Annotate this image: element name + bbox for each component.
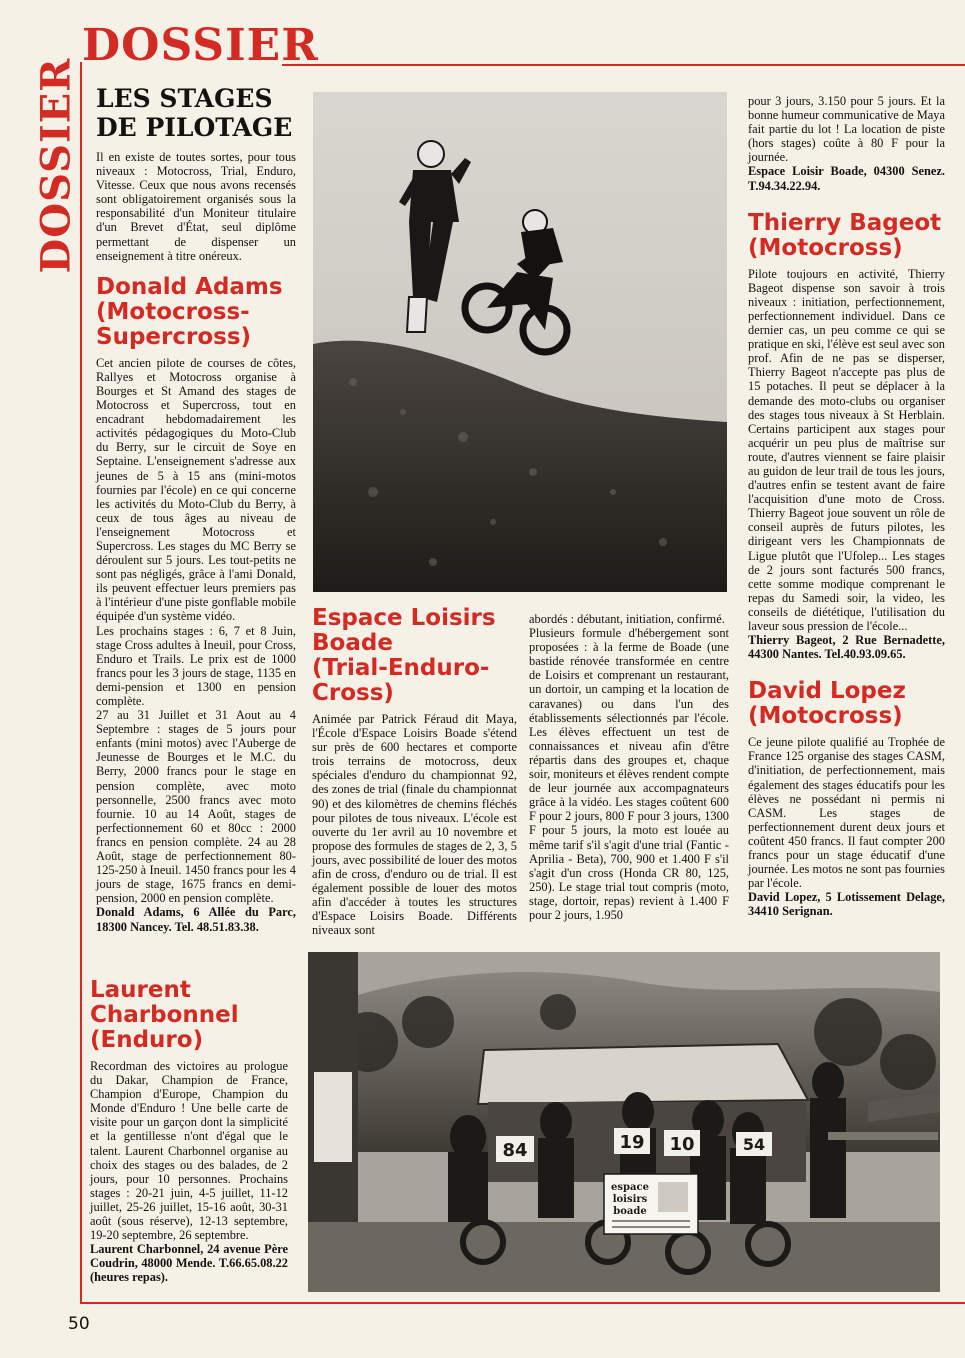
adams-heading (96, 275, 296, 350)
charbonnel-address: Laurent Charbonnel, 24 avenue Père Coudrin, 48000 Mende. T.66.65.08.22 (heures repas). (90, 1242, 288, 1285)
plate-number: 84 (502, 1140, 528, 1161)
adams-paragraph: Cet ancien pilote de courses de côtes, Rallyes et Motocross organise à Bourges et St Amand des stages de Motocross et Supercross, tout en encadrant hebdomadairement les activités pédagogiques du Moto-Club du Berry, sur le circuit de Soye en Septaine. L'enseignement s'adresse aux jeunes de 5 à 15 ans (mini-motos fournies par l'école) en ce qui concerne les activités du Moto-Club du Berry, à ceux de tous âges au niveau de l'enseignement Motocross et Supercross. Les stages du MC Berry se déroulent sur 5 jours. Les tout-petits ne sont pas négligés, grâce à l'ami Donald, ils peuvent effectuer leurs premiers pas à l'intérieur d'une piste gonflable mobile équipée d'un système vidéo. (96, 355, 296, 624)
lopez-heading-line: David Lopez (748, 678, 906, 705)
lopez-heading (748, 679, 945, 729)
adams-heading-line: (Motocross- (96, 298, 250, 325)
lopez-address: David Lopez, 5 Lotissement Delage, 34410 Serignan. (748, 890, 945, 919)
column-left (96, 84, 296, 934)
plate-number: 10 (669, 1134, 695, 1155)
jump-photo-image (313, 92, 727, 592)
sign-text: espace (611, 1182, 649, 1193)
adams-paragraph: 27 au 31 Juillet et 31 Aout au 4 Septembre : stages de 5 jours pour enfants (mini motos) avec l'Auberge de Jeunesse de Bourges et le M.C. du Berry, 2000 francs pour le stage en pension complète, avec moto personnelle, 2500 francs avec moto fournie. 10 au 14 Août, stages de perfectionnement 60 et 80cc : 2000 francs en pension complète. 24 au 28 Août, stage de perfectionnement 80-125-250 à Ineuil. 1450 francs pour les 4 jours de stage, 1675 francs en demi-pension, 2000 en pension complète. (96, 708, 296, 906)
boade-text-part-b1: abordés : débutant, initiation, confirmé. (529, 612, 725, 626)
charbonnel-heading-line: Laurent (90, 977, 191, 1003)
boade-text-part-c: pour 3 jours, 3.150 pour 5 jours. Et la bonne humeur communicative de Maya fait partie du lot ! La location de piste (hors stages) coûte à 80 F pour la journée. (748, 94, 945, 165)
intro-title-line: LES STAGES (96, 84, 273, 113)
column-right (748, 94, 945, 919)
adams-address: Donald Adams, 6 Allée du Parc, 18300 Nancey. Tel. 48.51.83.38. (96, 905, 296, 934)
bageot-text: Pilote toujours en activité, Thierry Bageot dispense son savoir à trois niveaux : initiation, perfectionnement, perfectionnement individuel. Dans ce dernier cas, un peu comme ce qui se pratique en ski, l'élève est seul avec son prof. Afin de ne pas se disperser, Thierry Bageot n'accepte pas plus de 15 potaches. Il peut se déplacer à la demande des moto-clubs ou organiser des stages tous niveaux à St Herblain. Certains participent aux stages pour acquérir un peu plus de maîtrise sur route, d'autres viennent se faire plaisir au guidon de leur trail de tous les jours, d'autres enfin se testent avant de faire l'acquisition d'une moto de Cross. Thierry Bageot joue souvent un rôle de conseil auprès de futurs pilotes, les dirigeant vers les Championnats de Ligue plutôt que l'Ufolep... Les stages de 2 jours sont facturés 500 francs, cette somme modique comprenant le repas du Samedi soir, la video, les conseils de diététique, l'utilisation du laveur sous pression de l'école... (748, 266, 945, 633)
lopez-heading-line: (Motocross) (748, 703, 903, 730)
boade-article-continued (529, 612, 729, 922)
adams-heading-line: Donald Adams (96, 273, 283, 300)
boade-heading-line: Cross) (312, 680, 394, 706)
charbonnel-article (90, 978, 288, 1285)
boade-heading-line: (Trial-Enduro- (312, 655, 490, 681)
espace-loisirs-sign (604, 1174, 698, 1234)
boade-heading-line: Espace Loisirs (312, 605, 496, 631)
sign-text: boade (613, 1206, 647, 1217)
boade-text-part-a: Animée par Patrick Féraud dit Maya, l'École d'Espace Loisirs Boade s'étend sur près de 600 hectares et comporte trois terrains de motocross, deux spéciales d'enduro du championnat 92, des zones de trial (finale du championnat 90) et des kilomètres de chemins fléchés pour pilotes de tous niveaux. L'école est ouverte du 1er avril au 10 novembre et propose des formules de stages de 2, 3, 5 jours, avec possibilité de louer des motos afin de cross, d'enduro ou de trial. Il est également possible de louer des motos afin d'accéder à toutes les structures d'Espace Loisirs Boade. Différents niveaux sont (312, 712, 517, 938)
section-side-label-text: DOSSIER (32, 57, 80, 273)
intro-text: Il en existe de toutes sortes, pour tous niveaux : Motocross, Trial, Enduro, Vitesse. Ceux que nous avons recensés sont obligatoirement organisés sous la responsabilité d'un Moniteur titulaire d'un Brevet d'État, seul diplôme permettant de dispenser un enseignement à titre onéreux. (96, 150, 296, 263)
boade-article (312, 606, 517, 938)
charbonnel-heading (90, 978, 288, 1053)
lopez-text: Ce jeune pilote qualifié au Trophée de France 125 organise des stages CASM, d'initiation, de perfectionnement, mais également des stages éducatifs pour les élèves ne possédant ni permis ni CASM. Les stages de perfectionnement durent deux jours et coûtent 450 francs. Il faut compter 200 francs pour un stage éducatif d'une journée. Les motos ne sont pas fournies par l'école. (748, 735, 945, 891)
group-photo (308, 952, 940, 1292)
boade-text-part-b2: Plusieurs formule d'hébergement sont proposées : à la ferme de Boade (une bastide rénovée transformée en centre de Loisirs et comprenant un restaurant, un dortoir, un camping et la location de caravanes) ou dans l'un des établissements sélectionnés par l'école. Les élèves effectuent un test de connaissances et niveau afin d'être répartis dans des groupes et, chaque soir, moniteurs et élèves rendent compte de leur journée aux accompagnateurs grâce à la vidéo. Les stages coûtent 600 F pour 2 jours, 800 F pour 3 jours, 1300 F pour 5 jours, la moto est louée au même tarif s'il s'agit d'une trial (Fantic - Aprilia - Beta), 700, 900 et 1.400 F s'il s'agit d'un cross (Honda CR 80, 125, 250). Le stage trial tout compris (moto, stage, dortoir, repas) revient à 1.400 F pour 2 jours, 1.950 (529, 626, 729, 922)
intro-title (96, 84, 296, 142)
footer-rule (80, 1302, 965, 1304)
motocross-jump-photo (313, 92, 727, 592)
boade-heading-line: Boade (312, 630, 393, 656)
section-side-label (30, 57, 82, 273)
charbonnel-text: Recordman des victoires au prologue du Dakar, Champion de France, Champion d'Europe, Champion du Monde d'Enduro ! Une belle carte de visite pour un garçon dont la simplicité et la gentillesse n'ont d'égal que le talent. Laurent Charbonnel organise au choix des stages ou des balades, de 2 jours, pour 10 personnes. Prochains stages : 20-21 juin, 4-5 juillet, 11-12 juillet, 25-26 juillet, 15-16 août, 30-31 août (sous réserve), 12-13 septembre, 19-20 septembre, 26 septembre. (90, 1059, 288, 1243)
boade-heading (312, 606, 517, 706)
bageot-heading-line: (Motocross) (748, 234, 903, 261)
page-number: 50 (68, 1314, 90, 1334)
boade-address: Espace Loisir Boade, 04300 Senez. T.94.34.22.94. (748, 164, 945, 193)
bageot-address: Thierry Bageot, 2 Rue Bernadette, 44300 Nantes. Tel.40.93.09.65. (748, 633, 945, 662)
bageot-heading (748, 211, 945, 261)
charbonnel-heading-line: (Enduro) (90, 1027, 204, 1053)
adams-heading-line: Supercross) (96, 323, 252, 350)
bageot-heading-line: Thierry Bageot (748, 209, 942, 236)
group-photo-image (308, 952, 940, 1292)
sign-text: loisirs (612, 1194, 648, 1205)
adams-paragraph: Les prochains stages : 6, 7 et 8 Juin, stage Cross adultes à Ineuil, pour Cross, Enduro et Trails. Le prix est de 1000 francs pour les 3 jours de stage, 1135 en demi-pension et 1300 en pension complète. (96, 623, 296, 708)
header-rule (282, 64, 965, 66)
charbonnel-heading-line: Charbonnel (90, 1002, 239, 1028)
section-title: DOSSIER (82, 20, 319, 71)
plate-number: 19 (619, 1132, 645, 1153)
plate-number: 54 (742, 1135, 766, 1154)
intro-title-line: DE PILOTAGE (96, 113, 293, 142)
